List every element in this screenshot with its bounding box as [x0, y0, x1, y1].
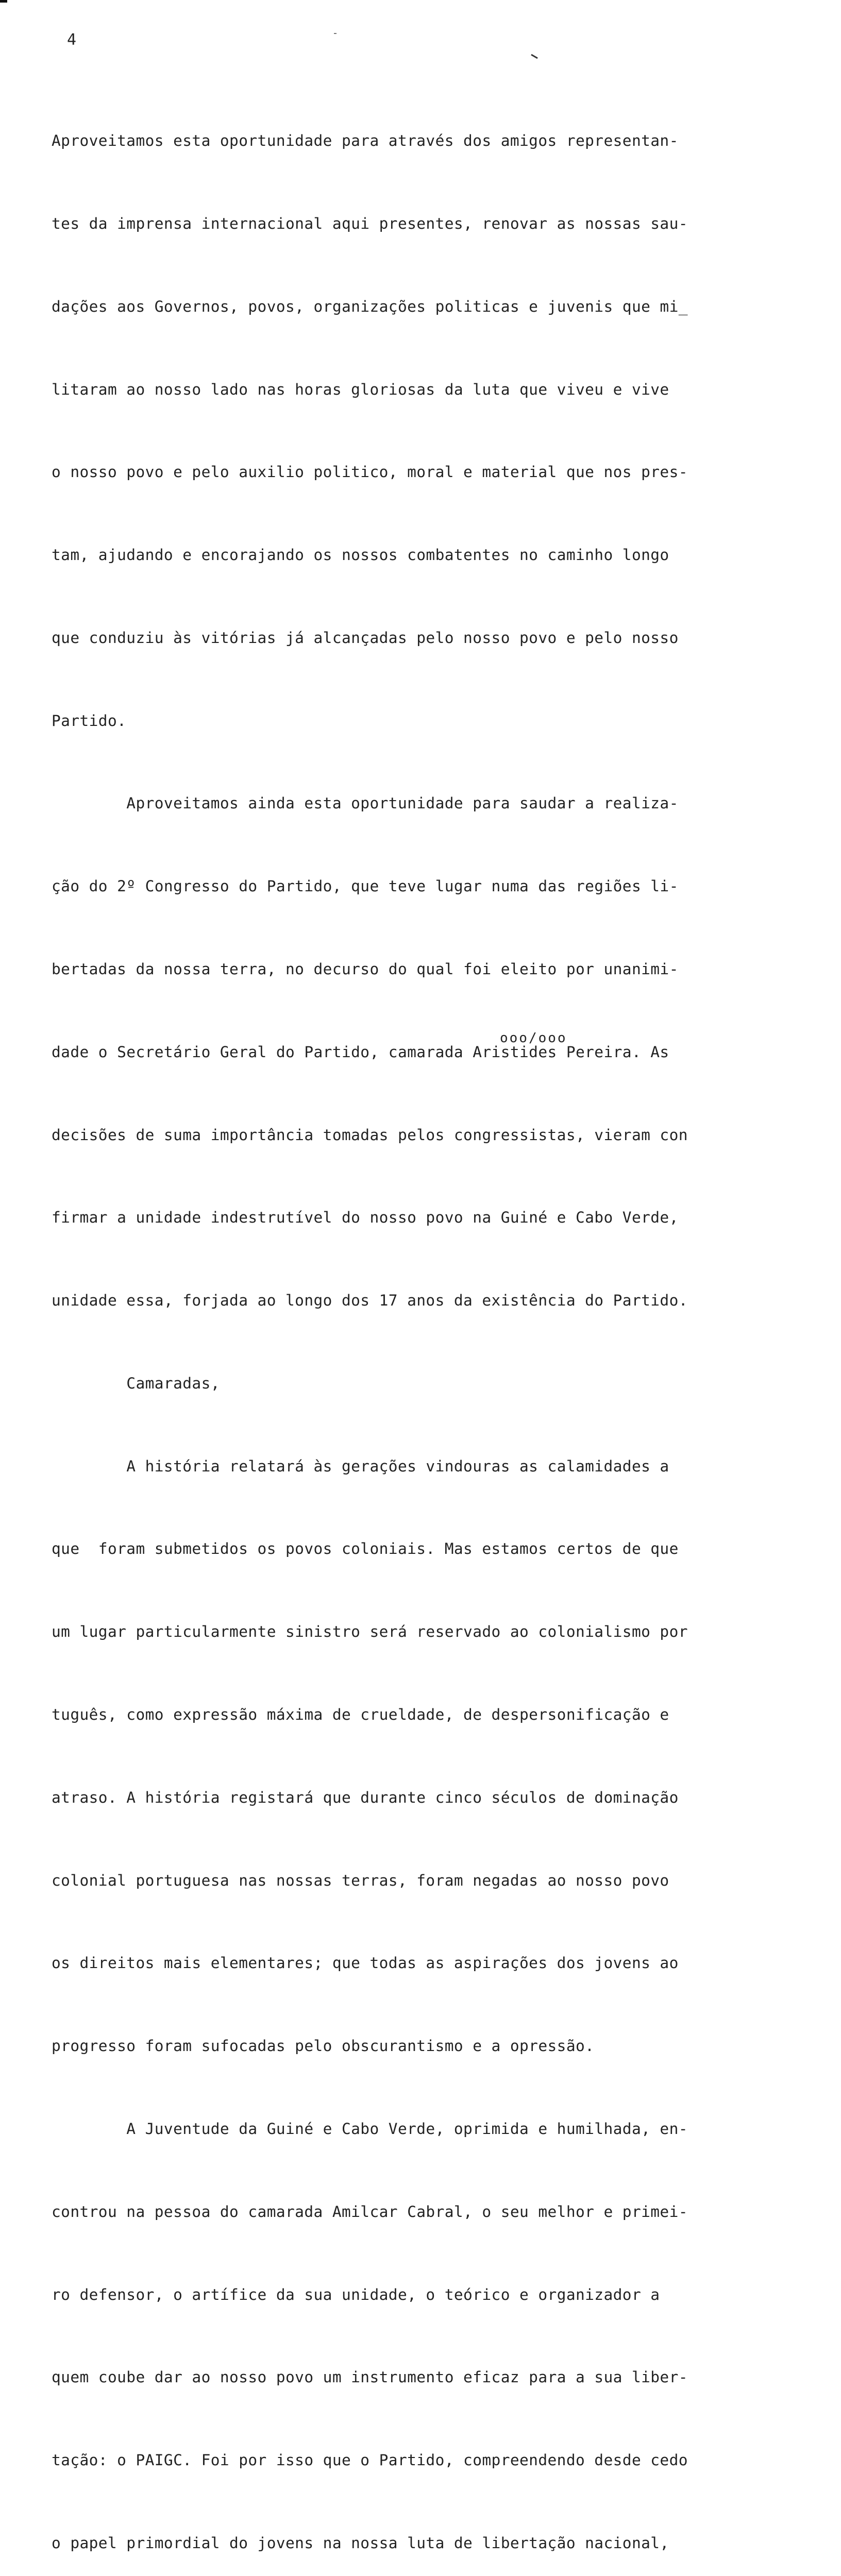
text-line: Aproveitamos ainda esta oportunidade para saudar a realiza-: [52, 794, 679, 812]
text-line: que foram submetidos os povos coloniais. Mas estamos certos de que: [52, 1540, 679, 1558]
text-line: os direitos mais elementares; que todas as aspirações dos jovens ao: [52, 1954, 679, 1972]
text-line: o nosso povo e pelo auxilio politico, moral e material que nos pres-: [52, 463, 688, 481]
text-line: A Juventude da Guiné e Cabo Verde, oprimida e humilhada, en-: [52, 2120, 688, 2138]
text-line: unidade essa, forjada ao longo dos 17 anos da existência do Partido.: [52, 1292, 688, 1310]
text-line: colonial portuguesa nas nossas terras, foram negadas ao nosso povo: [52, 1871, 669, 1889]
text-line: tam, ajudando e encorajando os nossos combatentes no caminho longo: [52, 546, 669, 564]
text-line: ção do 2º Congresso do Partido, que teve lugar numa das regiões li-: [52, 877, 679, 895]
text-line: litaram ao nosso lado nas horas gloriosas da luta que viveu e vive: [52, 380, 669, 398]
text-line: que conduziu às vitórias já alcançadas pelo nosso povo e pelo nosso: [52, 629, 679, 647]
text-line: atraso. A história registará que durante cinco séculos de dominação: [52, 1788, 679, 1806]
text-line: tuguês, como expressão máxima de crueldade, de despersonificação e: [52, 1706, 669, 1724]
text-line: ro defensor, o artífice da sua unidade, o teórico e organizador a: [52, 2285, 660, 2303]
text-line: dade o Secretário Geral do Partido, camarada Aristides Pereira. As: [52, 1043, 669, 1061]
text-line: progresso foram sufocadas pelo obscurantismo e a opressão.: [52, 2037, 595, 2055]
scan-speck: [334, 33, 337, 34]
text-line: A história relatará às gerações vindouras as calamidades a: [52, 1457, 669, 1475]
scan-corner-mark: [0, 0, 7, 3]
continuation-mark: ooo/ooo: [500, 1030, 567, 1046]
text-line: o papel primordial do jovens na nossa luta de libertação nacional,: [52, 2534, 669, 2552]
text-line: firmar a unidade indestrutível do nosso povo na Guiné e Cabo Verde,: [52, 1209, 679, 1227]
text-line: Partido.: [52, 711, 127, 730]
text-line: controu na pessoa do camarada Amilcar Cabral, o seu melhor e primei-: [52, 2202, 688, 2221]
text-line: dações aos Governos, povos, organizações politicas e juvenis que mi_: [52, 297, 688, 315]
text-line: um lugar particularmente sinistro será reservado ao colonialismo por: [52, 1623, 688, 1641]
text-line: tação: o PAIGC. Foi por isso que o Partido, compreendendo desde cedo: [52, 2451, 688, 2469]
text-line: tes da imprensa internacional aqui presentes, renovar as nossas sau-: [52, 214, 688, 232]
scan-tick-mark: [531, 54, 538, 59]
text-line: decisões de suma importância tomadas pelos congressistas, vieram con: [52, 1126, 688, 1144]
page-number: 4: [67, 31, 77, 49]
text-line: Aproveitamos esta oportunidade para através dos amigos representan-: [52, 132, 679, 150]
text-line: quem coube dar ao nosso povo um instrumento eficaz para a sua liber-: [52, 2368, 688, 2386]
text-line: bertadas da nossa terra, no decurso do qual foi eleito por unanimi-: [52, 960, 679, 978]
document-body: [52, 72, 742, 2576]
text-line: Camaradas,: [52, 1374, 220, 1392]
